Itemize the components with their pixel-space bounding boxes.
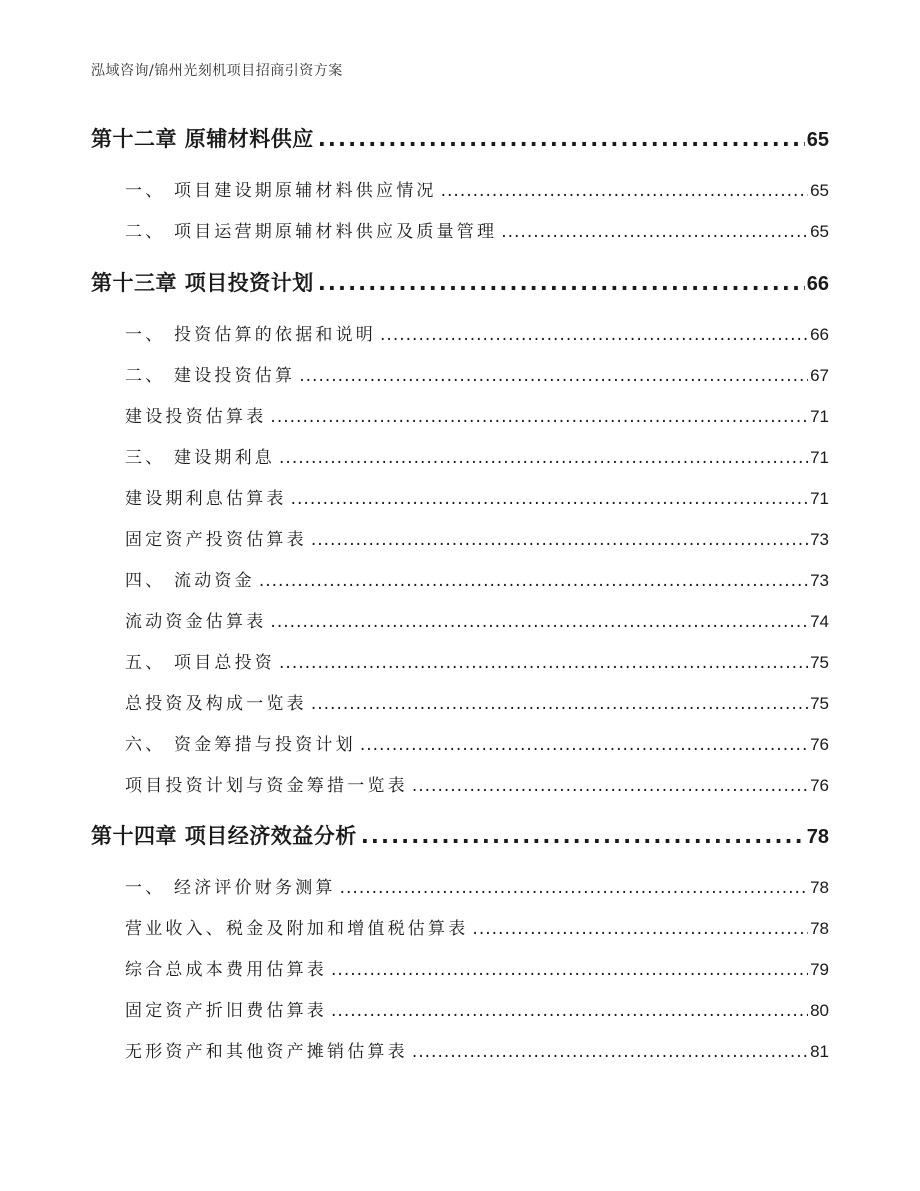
toc-entry-title: 建设投资估算表 [125, 407, 267, 427]
toc-chapter-12[interactable] [91, 123, 829, 153]
dot-leader [318, 127, 805, 151]
toc-page-number: 79 [810, 960, 829, 979]
toc-entry-title: 五、 项目总投资 [125, 653, 276, 673]
toc-page-number: 66 [810, 325, 829, 344]
toc-entry[interactable] [125, 955, 829, 980]
toc-page-number: 78 [810, 878, 829, 897]
toc-entry[interactable] [125, 525, 829, 550]
toc-entry[interactable] [125, 320, 829, 345]
toc-entry-title: 总投资及构成一览表 [125, 694, 307, 714]
dot-leader [441, 181, 808, 201]
toc-page-number: 73 [810, 530, 829, 549]
toc-entry-title: 二、 建设投资估算 [125, 366, 296, 386]
toc-chapter-13[interactable] [91, 267, 829, 297]
toc-entry-title: 三、 建设期利息 [125, 448, 276, 468]
dot-leader [311, 530, 808, 550]
toc-entry-title: 无形资产和其他资产摊销估算表 [125, 1042, 408, 1062]
dot-leader [380, 325, 808, 345]
toc-page-number: 67 [810, 366, 829, 385]
dot-leader [299, 366, 808, 386]
dot-leader [340, 878, 808, 898]
toc-entry-title: 固定资产投资估算表 [125, 530, 307, 550]
toc-entry-title: 一、 项目建设期原辅材料供应情况 [125, 181, 437, 201]
dot-leader [501, 222, 808, 242]
dot-leader [412, 1042, 808, 1062]
dot-leader [318, 271, 805, 295]
dot-leader [331, 960, 808, 980]
toc-chapter-14[interactable] [91, 820, 829, 850]
toc-entry[interactable] [125, 689, 829, 714]
toc-entry[interactable] [125, 873, 829, 898]
dot-leader [472, 919, 808, 939]
toc-entry-title: 项目投资计划与资金筹措一览表 [125, 776, 408, 796]
toc-page-number: 71 [810, 448, 829, 467]
dot-leader [360, 735, 808, 755]
toc-page-number: 65 [810, 181, 829, 200]
dot-leader [361, 824, 805, 848]
toc-entry[interactable] [125, 176, 829, 201]
dot-leader [279, 448, 808, 468]
toc-entry-title: 固定资产折旧费估算表 [125, 1001, 327, 1021]
toc-entry-title: 第十四章 项目经济效益分析 [91, 824, 357, 848]
toc-entry-title: 一、 经济评价财务测算 [125, 878, 336, 898]
toc-page-number: 80 [810, 1001, 829, 1020]
toc-page-number: 66 [806, 273, 829, 295]
toc-entry-title: 六、 资金筹措与投资计划 [125, 735, 356, 755]
toc-page-number: 76 [810, 776, 829, 795]
toc-entry[interactable] [125, 443, 829, 468]
running-header: 泓域咨询/锦州光刻机项目招商引资方案 [91, 63, 343, 79]
toc-page-number: 65 [810, 222, 829, 241]
toc-page-number: 65 [806, 129, 829, 151]
dot-leader [279, 653, 808, 673]
toc-entry[interactable] [125, 607, 829, 632]
toc-page-number: 71 [810, 489, 829, 508]
dot-leader [311, 694, 808, 714]
toc-entry[interactable] [125, 730, 829, 755]
toc-entry-title: 二、 项目运营期原辅材料供应及质量管理 [125, 222, 498, 242]
toc-entry-title: 综合总成本费用估算表 [125, 960, 327, 980]
dot-leader [270, 612, 808, 632]
dot-leader [291, 489, 808, 509]
toc-entry[interactable] [125, 648, 829, 673]
toc-page-number: 71 [810, 407, 829, 426]
toc-page-number: 78 [810, 919, 829, 938]
toc-entry[interactable] [125, 771, 829, 796]
toc-entry-title: 营业收入、税金及附加和增值税估算表 [125, 919, 469, 939]
toc-page-number: 74 [810, 612, 829, 631]
toc-entry[interactable] [125, 1037, 829, 1062]
toc-entry[interactable] [125, 566, 829, 591]
toc-entry[interactable] [125, 402, 829, 427]
toc-entry[interactable] [125, 914, 829, 939]
toc-entry-title: 四、 流动资金 [125, 571, 255, 591]
toc-entry[interactable] [125, 996, 829, 1021]
toc-entry-title: 建设期利息估算表 [125, 489, 287, 509]
toc-page-number: 81 [810, 1042, 829, 1061]
toc-entry-title: 流动资金估算表 [125, 612, 267, 632]
dot-leader [412, 776, 808, 796]
toc-page-number: 75 [810, 653, 829, 672]
toc-page-number: 78 [806, 826, 829, 848]
toc-entry[interactable] [125, 484, 829, 509]
dot-leader [331, 1001, 808, 1021]
dot-leader [270, 407, 808, 427]
toc-page-number: 73 [810, 571, 829, 590]
toc-entry[interactable] [125, 361, 829, 386]
toc-entry-title: 一、 投资估算的依据和说明 [125, 325, 377, 345]
toc-page-number: 76 [810, 735, 829, 754]
toc-entry-title: 第十二章 原辅材料供应 [91, 127, 314, 151]
toc-entry[interactable] [125, 217, 829, 242]
toc-entry-title: 第十三章 项目投资计划 [91, 271, 314, 295]
dot-leader [259, 571, 808, 591]
toc-page-number: 75 [810, 694, 829, 713]
